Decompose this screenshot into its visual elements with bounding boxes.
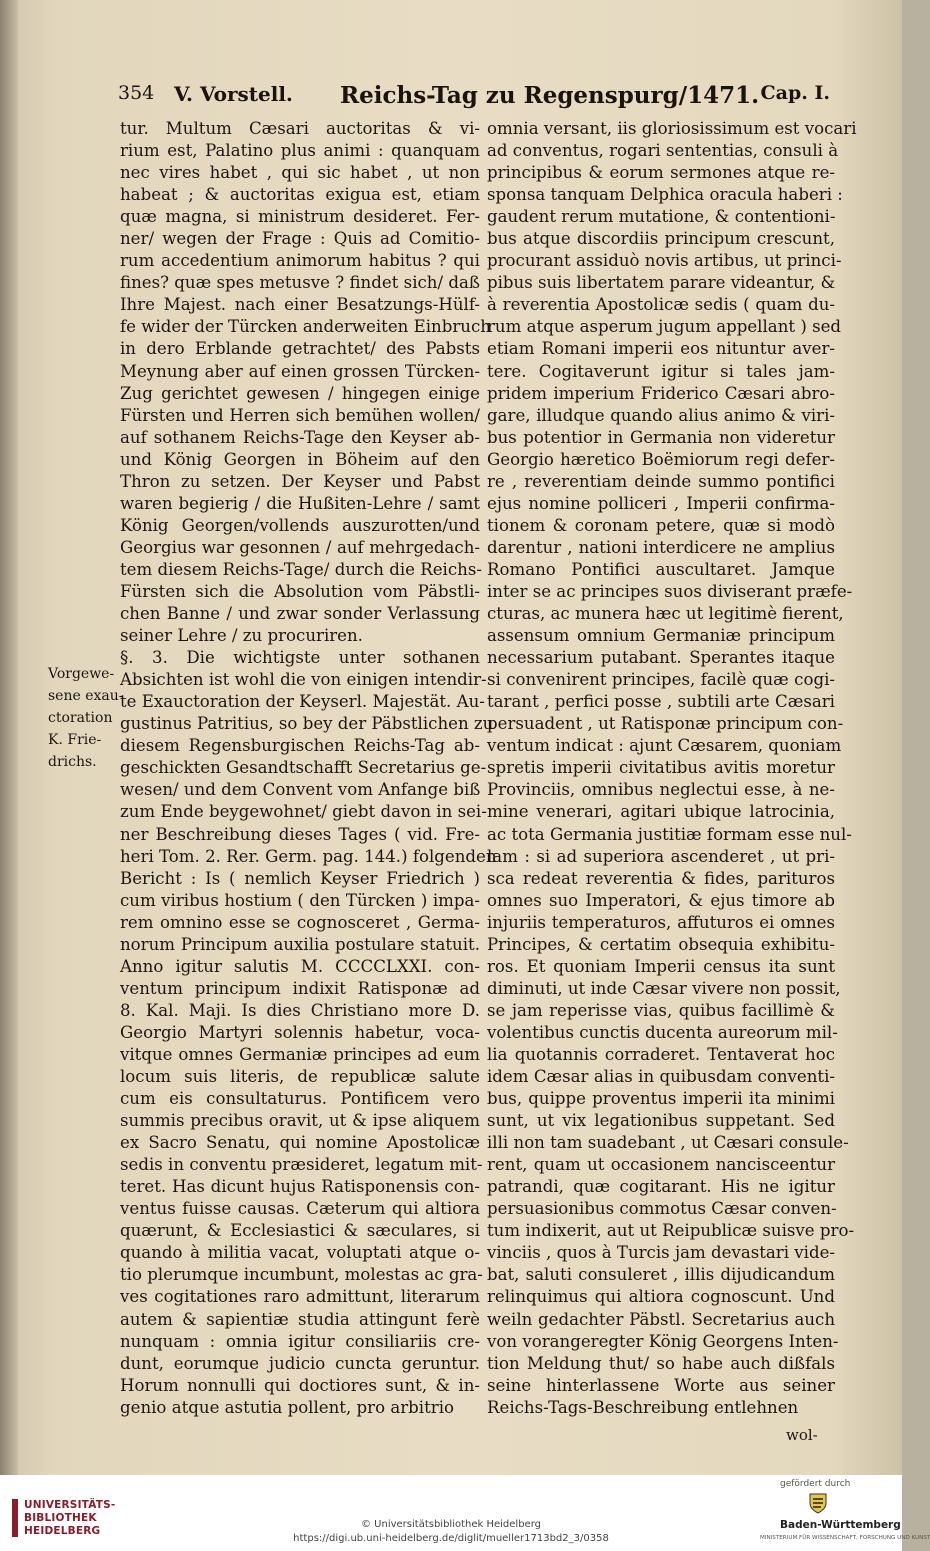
viewer-footer	[0, 1475, 930, 1551]
text-line: bus potentior in Germania non videretur	[487, 427, 835, 447]
library-name-line-2: BIBLIOTHEK	[24, 1512, 97, 1524]
text-line: necessarium putabant. Sperantes itaque	[487, 648, 835, 668]
text-line: waren begierig / die Hußiten-Lehre / samt	[120, 493, 480, 513]
text-line: wesen/ und dem Convent vom Anfange biß	[120, 780, 481, 800]
text-line: dunt, eorumque judicio cuncta geruntur.	[120, 1353, 480, 1373]
text-line: ves cogitationes raro admittunt, literarum	[120, 1287, 480, 1307]
text-line: Fürsten sich die Absolution vom Päbstli-	[120, 581, 480, 601]
text-line: rium est, Palatino plus animi : quanquam	[120, 141, 480, 161]
library-logo-mark	[12, 1499, 18, 1537]
text-line: bat, saluti consuleret , illis dijudicandum	[487, 1265, 835, 1285]
text-line: ex Sacro Senatu, qui nomine Apostolicæ	[120, 1133, 480, 1153]
text-line: si convenirent principes, facilè quæ cogi-	[487, 670, 835, 690]
text-line: seine hinterlassene Worte aus seiner	[487, 1375, 835, 1395]
text-line: lam : si ad superiora ascenderet , ut pri-	[487, 846, 835, 866]
text-line: auf sothanem Reichs-Tage den Keyser ab-	[120, 427, 480, 447]
page-title: Reichs-Tag zu Regenspurg/1471.	[340, 82, 760, 109]
text-line: ac tota Germania justitiæ formam esse nul-	[487, 824, 852, 844]
text-line: in dero Erblande getrachtet/ des Pabsts	[120, 339, 480, 359]
library-name-line-3: HEIDELBERG	[24, 1525, 101, 1537]
text-line: nunquam : omnia igitur consiliariis cre-	[120, 1331, 480, 1351]
text-line: darentur , nationi interdicere ne amplius	[487, 537, 835, 557]
text-line: principibus & eorum sermones atque re-	[487, 163, 835, 183]
text-line: Provinciis, omnibus neglectui esse, à ne-	[487, 780, 835, 800]
text-line: diminuti, ut inde Cæsar vivere non possit,	[487, 978, 841, 998]
text-line: procurant assiduò novis artibus, ut princi-	[487, 251, 842, 271]
text-line: à reverentia Apostolicæ sedis ( quam du-	[487, 295, 835, 315]
sponsor-ministry: MINISTERIUM FÜR WISSENSCHAFT, FORSCHUNG UND KUNST	[760, 1535, 930, 1541]
text-line: tarant , perfici posse , subtili arte Cæsari	[487, 692, 835, 712]
text-line: vitque omnes Germaniæ principes ad eum	[120, 1044, 480, 1064]
text-line: lia quotannis corraderet. Tentaverat hoc	[487, 1044, 835, 1064]
text-line: volentibus cunctis ducenta aureorum mil-	[487, 1022, 838, 1042]
text-line: relinquimus qui altiora cognoscunt. Und	[487, 1287, 835, 1307]
text-line: nec vires habet , qui sic habet , ut non	[120, 163, 480, 183]
text-line: spretis imperii civitatibus avitis moretur	[487, 758, 835, 778]
text-line: quærunt, & Ecclesiastici & sæculares, si	[120, 1221, 480, 1241]
text-line: Georgio Martyri solennis habetur, voca-	[120, 1022, 480, 1042]
text-line: diesem Regensburgischen Reichs-Tag ab-	[120, 736, 480, 756]
section-label: V. Vorstell.	[174, 82, 293, 106]
text-line: König Georgen/vollends auszurotten/und	[120, 515, 480, 535]
running-header	[118, 82, 830, 120]
text-line: Principes, & certatim obsequia exhibitu-	[487, 934, 835, 954]
coat-of-arms-icon	[806, 1491, 830, 1515]
text-line: vinciis , quos à Turcis jam devastari vide-	[487, 1243, 836, 1263]
text-line: illi non tam suadebant , ut Cæsari consule-	[487, 1133, 849, 1153]
text-line: bus atque discordiis principum crescunt,	[487, 229, 835, 249]
text-line: ner Beschreibung dieses Tages ( vid. Fre-	[120, 824, 480, 844]
text-line: cum viribus hostium ( den Türcken ) impa-	[120, 890, 480, 910]
text-line: quæ magna, si ministrum desideret. Fer-	[120, 207, 480, 227]
text-line: Zug gerichtet gewesen / hingegen einige	[120, 383, 480, 403]
text-line: geschickten Gesandtschafft Secretarius ge-	[120, 758, 487, 778]
text-line: Ihre Majest. nach einer Besatzungs-Hülf-	[120, 295, 480, 315]
page-number: 354	[118, 82, 155, 104]
text-line: Anno igitur salutis M. CCCCLXXI. con-	[120, 956, 480, 976]
text-line: ventus fuisse causas. Cæterum qui altiora	[120, 1199, 480, 1219]
text-line: inter se ac principes suos diviserant præfe-	[487, 581, 853, 601]
text-line: mine venerari, agitari ubique latrocinia,	[487, 802, 835, 822]
text-line: rem omnino esse se cognosceret , Germa-	[120, 912, 480, 932]
text-line: sunt, ut vix legationibus suppetant. Sed	[487, 1111, 835, 1131]
sponsor-label: gefördert durch	[780, 1479, 851, 1489]
text-line: seiner Lehre / zu procuriren.	[120, 626, 363, 646]
margin-note-line: Vorgewe-	[48, 666, 115, 682]
text-line: quando à militia vacat, voluptati atque o-	[120, 1243, 480, 1263]
text-line: tere. Cogitaverunt igitur si tales jam-	[487, 361, 835, 381]
text-line: §. 3. Die wichtigste unter sothanen	[120, 648, 480, 668]
text-line: te Exauctoration der Keyserl. Majestät. Au-	[120, 692, 485, 712]
catchword: wol-	[786, 1426, 818, 1444]
text-line: tur. Multum Cæsari auctoritas & vi-	[120, 119, 480, 138]
library-name-line-1: UNIVERSITÄTS-	[24, 1499, 116, 1511]
text-line: ner/ wegen der Frage : Quis ad Comitio-	[120, 229, 480, 249]
text-line: locum suis literis, de republicæ salute	[120, 1067, 480, 1087]
text-line: sedis in conventu præsideret, legatum mit-	[120, 1155, 483, 1175]
text-line: cturas, ac munera hæc ut legitimè fierent,	[487, 604, 844, 624]
copyright-notice: © Universitätsbibliothek Heidelberg	[360, 1519, 541, 1530]
text-line: patrandi, quæ cogitarant. His ne igitur	[487, 1177, 835, 1197]
text-line: pridem imperium Friderico Cæsari abro-	[487, 383, 835, 403]
text-line: Meynung aber auf einen grossen Türcken-	[120, 361, 480, 381]
sponsor-name: Baden-Württemberg	[780, 1519, 901, 1531]
text-line: re , reverentiam deinde summo pontifici	[487, 471, 835, 491]
right-text-column	[487, 118, 857, 1419]
text-line: sca redeat reverentia & fides, parituros	[487, 868, 835, 888]
binding-gutter	[0, 0, 18, 1475]
text-line: etiam Romani imperii eos nituntur aver-	[487, 339, 835, 359]
text-line: ejus nomine polliceri , Imperii confirma-	[487, 493, 835, 513]
text-line: omnes suo Imperatori, & ejus timore ab	[487, 890, 835, 910]
text-line: idem Cæsar alias in quibusdam conventi-	[487, 1067, 835, 1087]
margin-note-line: K. Frie-	[48, 732, 102, 748]
text-line: genio atque astutia pollent, pro arbitrio	[120, 1397, 454, 1417]
text-line: zum Ende beygewohnet/ giebt davon in sei-	[120, 802, 487, 822]
text-line: cum eis consultaturus. Pontificem vero	[120, 1089, 480, 1109]
text-line: Romano Pontifici auscultaret. Jamque	[487, 559, 835, 579]
text-line: Thron zu setzen. Der Keyser und Pabst	[120, 471, 480, 491]
text-line: ventum principum indixit Ratisponæ ad	[120, 978, 480, 998]
text-line: ros. Et quoniam Imperii census ita sunt	[487, 956, 835, 976]
text-line: bus, quippe proventus imperii ita minimi	[487, 1089, 835, 1109]
text-line: habeat ; & auctoritas exigua est, etiam	[120, 185, 480, 205]
text-line: tio plerumque incumbunt, molestas ac gra-	[120, 1265, 483, 1285]
chapter-label: Cap. I.	[760, 82, 830, 104]
text-line: tum indixerit, aut ut Reipublicæ suisve pro-	[487, 1221, 855, 1241]
text-line: norum Principum auxilia postulare statuit.	[120, 934, 480, 954]
text-line: tem diesem Reichs-Tage/ durch die Reichs-	[120, 559, 482, 579]
text-line: heri Tom. 2. Rer. Germ. pag. 144.) folgenden	[120, 846, 497, 866]
left-text-column	[120, 118, 497, 1419]
text-line: Horum nonnulli qui doctiores sunt, & in-	[120, 1375, 480, 1395]
permalink[interactable]: https://digi.ub.uni-heidelberg.de/diglit/mueller1713bd2_3/0358	[293, 1533, 609, 1544]
text-line: fines? quæ spes metusve ? findet sich/ daß	[120, 273, 480, 293]
text-line: gare, illudque quando alius animo & viri-	[487, 405, 835, 425]
text-line: von vorangeregter König Georgens Inten-	[487, 1331, 839, 1351]
text-line: ad conventus, rogari sententias, consuli à	[487, 141, 839, 161]
text-line: pibus suis libertatem parare videantur, &	[487, 273, 836, 293]
text-line: 8. Kal. Maji. Is dies Christiano more D.	[120, 1000, 480, 1020]
text-line: Bericht : Is ( nemlich Keyser Friedrich )	[120, 868, 480, 888]
margin-note-line: ctoration	[48, 710, 113, 726]
text-line: weiln gedachter Päbstl. Secretarius auch	[487, 1309, 835, 1329]
text-line: und König Georgen in Böheim auf den	[120, 449, 480, 469]
text-line: sponsa tanquam Delphica oracula haberi :	[487, 185, 843, 205]
text-line: Georgio hæretico Boëmiorum regi defer-	[487, 449, 835, 469]
text-line: injuriis temperaturos, affuturos ei omnes	[487, 912, 835, 932]
margin-note	[48, 663, 124, 773]
text-line: tion Meldung thut/ so habe auch dißfals	[487, 1353, 835, 1373]
text-line: Absichten ist wohl die von einigen intendir-	[120, 670, 487, 690]
text-line: Fürsten und Herren sich bemühen wollen/	[120, 405, 480, 425]
margin-note-line: drichs.	[48, 754, 97, 770]
text-line: persuadent , ut Ratisponæ principum con-	[487, 714, 844, 734]
text-line: gaudent rerum mutatione, & contentioni-	[487, 207, 836, 227]
text-line: assensum omnium Germaniæ principum	[487, 626, 835, 646]
text-line: Reichs-Tags-Beschreibung entlehnen	[487, 1397, 799, 1417]
text-line: teret. Has dicunt hujus Ratisponensis con-	[120, 1177, 480, 1197]
margin-note-line: sene exau-	[48, 688, 124, 704]
text-line: gustinus Patritius, so bey der Päbstlichen zu	[120, 714, 494, 734]
text-line: se jam reperisse vias, quibus facillimè &	[487, 1000, 835, 1020]
text-line: autem & sapientiæ studia attingunt ferè	[120, 1309, 480, 1329]
text-line: omnia versant, iis gloriosissimum est vocari	[487, 119, 857, 138]
text-line: fe wider der Türcken anderweiten Einbruch	[120, 317, 491, 337]
text-line: rum accedentium animorum habitus ? qui	[120, 251, 480, 271]
text-line: ventum indicat : ajunt Cæsarem, quoniam	[487, 736, 842, 756]
text-line: persuasionibus commotus Cæsar conven-	[487, 1199, 837, 1219]
text-line: rent, quam ut occasionem nancisceentur	[487, 1155, 835, 1175]
text-line: rum atque asperum jugum appellant ) sed	[487, 317, 842, 337]
text-line: summis precibus oravit, ut & ipse aliquem	[120, 1111, 480, 1131]
text-line: Georgius war gesonnen / auf mehrgedach-	[120, 537, 480, 557]
text-line: chen Banne / und zwar sonder Verlassung	[120, 604, 480, 624]
text-line: tionem & coronam petere, quæ si modò	[487, 515, 835, 535]
